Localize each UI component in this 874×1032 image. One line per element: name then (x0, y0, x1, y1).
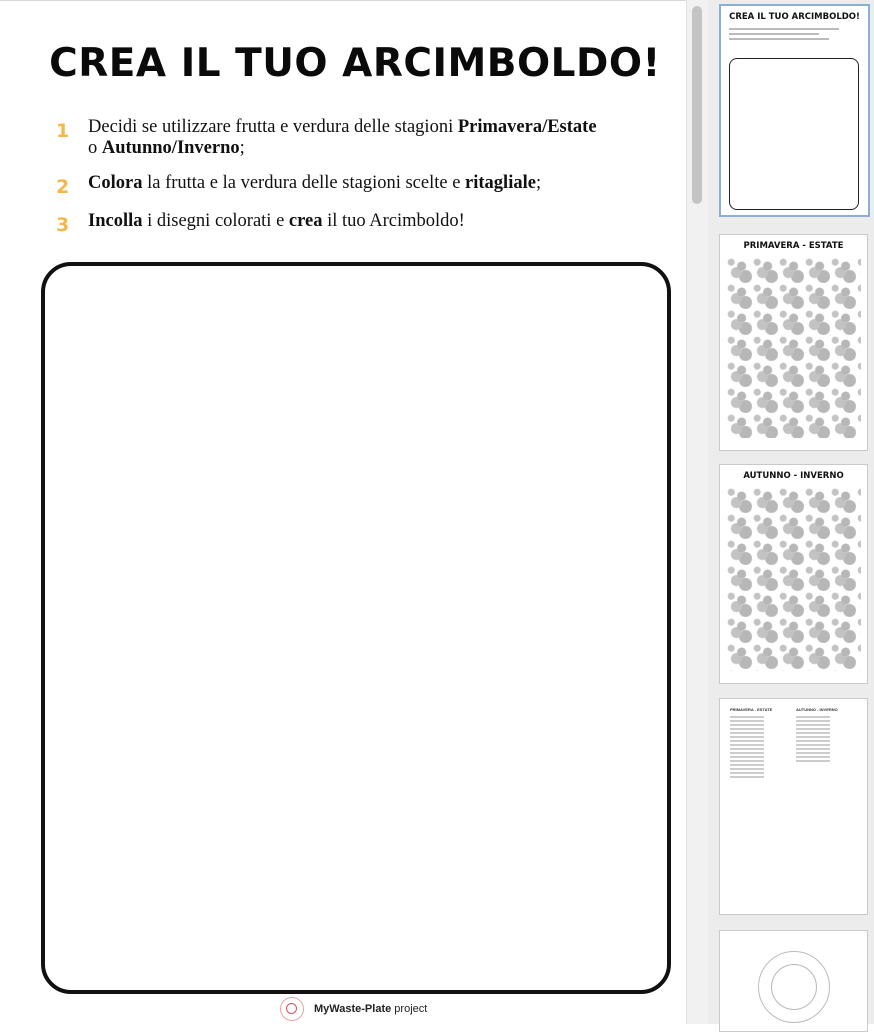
page-thumbnail-5[interactable] (719, 930, 868, 1032)
footer-text: MyWaste-Plate project (314, 1003, 428, 1015)
step-number-1: 1 (56, 120, 70, 142)
instruction-step-1: 1 Decidi se utilizzare frutta e verdura delle stagioni Primavera/Estate o Autunno/Inverno; (56, 117, 597, 158)
page-thumbnail-4[interactable]: PRIMAVERA - ESTATE AUTUNNO - INVERNO (719, 698, 868, 915)
page-thumbnail-3[interactable]: AUTUNNO - INVERNO (719, 464, 868, 684)
step-number-3: 3 (56, 214, 70, 236)
instruction-step-3: 3 Incolla i disegni colorati e crea il tuo Arcimboldo! (56, 211, 465, 236)
page-thumbnail-2[interactable]: PRIMAVERA - ESTATE (719, 234, 868, 451)
page-thumbnail-1[interactable]: CREA IL TUO ARCIMBOLDO! (719, 4, 870, 217)
plate-logo-icon (280, 997, 304, 1021)
thumbnail-drawing-area (729, 58, 859, 210)
drawing-area (41, 262, 671, 994)
page-title: CREA IL TUO ARCIMBOLDO! (49, 41, 661, 86)
step-number-2: 2 (56, 176, 70, 198)
vegetable-sketches (726, 487, 861, 671)
instruction-step-2: 2 Colora la frutta e la verdura delle stagioni scelte e ritagliale; (56, 173, 542, 198)
footer (280, 996, 427, 1022)
scrollbar-thumb[interactable] (692, 6, 702, 204)
vegetable-sketches (726, 257, 861, 438)
thumbnail-panel (708, 0, 874, 1024)
plate-icon (758, 951, 830, 1023)
vertical-scrollbar[interactable] (686, 0, 709, 1024)
